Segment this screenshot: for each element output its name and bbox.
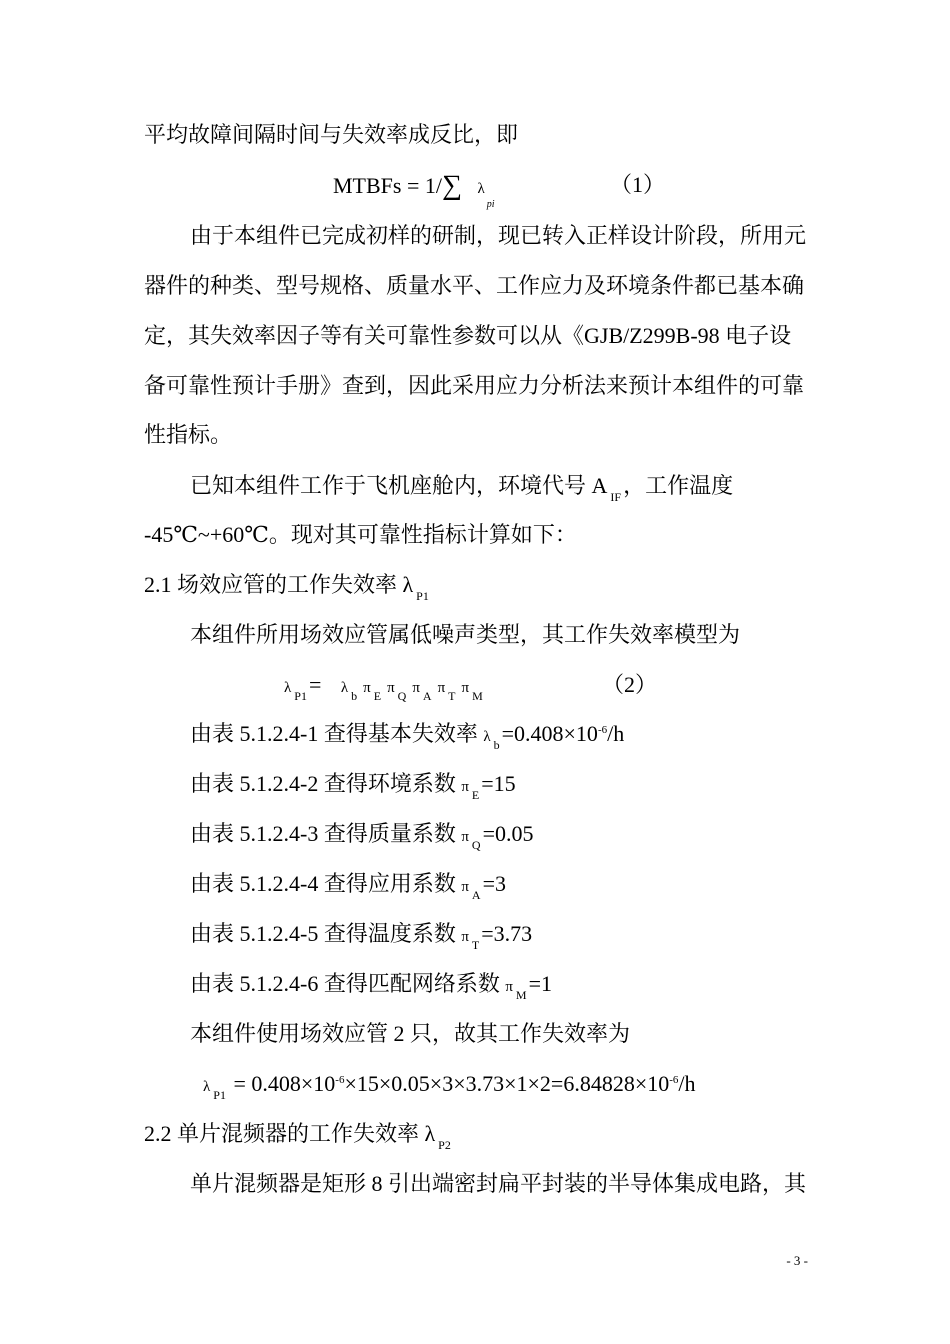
equation-number: （2） (602, 672, 658, 697)
env-subscript: IF (610, 490, 622, 504)
eq2-factor-symbol: π (437, 680, 446, 696)
lambda-symbol: λ (477, 181, 485, 197)
factor-value: =1 (528, 971, 552, 996)
pi-subscript: pi (486, 199, 495, 210)
equation-3 (203, 1070, 696, 1102)
equation-number: （1） (610, 172, 666, 197)
eq2-terms (340, 672, 485, 703)
lookup-text: 由表 5.1.2.4-2 查得环境系数 (190, 771, 462, 796)
paragraph-line: 定，其失效率因子等有关可靠性参数可以从《GJB/Z299B-98 电子设 (144, 323, 792, 348)
lookup-text: 由表 5.1.2.4-4 查得应用系数 (190, 871, 462, 896)
paragraph-line: 备可靠性预计手册》查到，因此采用应力分析法来预计本组件的可靠 (144, 373, 805, 398)
eq3-lambda: λ (203, 1079, 211, 1095)
lookup-line (190, 920, 532, 952)
eq2-factor-subscript: Q (397, 689, 407, 703)
eq2-factor-symbol: π (387, 680, 395, 696)
lookup-line (190, 720, 624, 752)
factor-symbol: π (461, 879, 469, 895)
eq2-factor-subscript: b (351, 689, 358, 703)
factor-value: =15 (481, 771, 516, 796)
value-unit: /h (607, 721, 625, 746)
lookup-line (190, 770, 516, 802)
env-prefix: 已知本组件工作于飞机座舱内，环境代号 A (190, 473, 608, 498)
section-2-1-intro: 本组件所用场效应管属低噪声类型，其工作失效率模型为 (190, 622, 741, 647)
section-2-2-intro: 单片混频器是矩形 8 引出端密封扁平封装的半导体集成电路，其 (190, 1171, 807, 1196)
factor-subscript: b (493, 738, 500, 752)
eq3-exponent: -6 (335, 1074, 345, 1086)
eq2-factor-subscript: E (373, 689, 382, 703)
section-2-1-heading (144, 571, 431, 602)
section-subscript: P1 (416, 589, 429, 603)
section-2-2-heading (144, 1120, 453, 1151)
paragraph-line: 性指标。 (144, 422, 233, 447)
lookup-text: 由表 5.1.2.4-6 查得匹配网络系数 (190, 971, 506, 996)
eq2-factor-subscript: M (472, 689, 483, 703)
eq3-part: = 0.408×10 (227, 1071, 336, 1096)
eq2-factor-subscript: A (422, 689, 432, 703)
lookup-text: 由表 5.1.2.4-1 查得基本失效率 (190, 721, 484, 746)
factor-symbol: π (461, 929, 469, 945)
eq2-factor-symbol: π (412, 680, 420, 696)
eq2-equals: = (308, 672, 322, 697)
eq2-lambda: λ (284, 680, 292, 696)
temperature-line: -45℃~+60℃。现对其可靠性指标计算如下： (144, 522, 577, 547)
factor-value: =3.73 (481, 921, 533, 946)
eq3-exponent: -6 (669, 1074, 679, 1086)
eq2-lhs-sub: P1 (294, 689, 307, 703)
intro-line: 平均故障间隔时间与失效率成反比，即 (144, 122, 519, 147)
eq3-part: ×15×0.05×3×3.73×1×2=6.84828×10 (344, 1071, 670, 1096)
factor-symbol: π (461, 779, 469, 795)
eq1-lhs: MTBFs = 1/ (333, 173, 442, 198)
factor-value: =0.408×10 (501, 721, 598, 746)
eq2-factor-symbol: λ (340, 680, 349, 696)
value-exponent: -6 (597, 724, 608, 736)
equation-2 (284, 671, 658, 703)
lookup-line (190, 820, 534, 852)
section-title: 2.1 场效应管的工作失效率 λ (144, 572, 414, 597)
lookup-text: 由表 5.1.2.4-5 查得温度系数 (190, 921, 462, 946)
page-number: - 3 - (786, 1253, 808, 1268)
factor-subscript: Q (471, 838, 481, 852)
factor-symbol: π (461, 829, 469, 845)
eq2-factor-subscript: T (448, 689, 456, 703)
sigma-symbol: ∑ (442, 170, 462, 201)
factor-symbol: λ (483, 729, 491, 745)
paragraph-line: 器件的种类、型号规格、质量水平、工作应力及环境条件都已基本确 (144, 273, 805, 298)
factor-subscript: E (471, 788, 480, 802)
section-subscript: P2 (438, 1138, 451, 1152)
environment-line (190, 472, 733, 503)
eq2-factor-symbol: π (363, 680, 371, 696)
eq2-factor-symbol: π (461, 680, 470, 696)
factor-value: =0.05 (482, 821, 534, 846)
section-title: 2.2 单片混频器的工作失效率 λ (144, 1121, 436, 1146)
factor-subscript: M (515, 988, 527, 1002)
eq3-unit: /h (678, 1071, 696, 1096)
factor-symbol: π (505, 979, 513, 995)
factor-subscript: A (471, 888, 481, 902)
lookup-line (190, 970, 552, 1002)
paragraph-line: 由于本组件已完成初样的研制，现已转入正样设计阶段，所用元 (190, 223, 807, 248)
lookup-text: 由表 5.1.2.4-3 查得质量系数 (190, 821, 462, 846)
env-suffix: ，工作温度 (623, 473, 734, 498)
lookup-line (190, 870, 506, 902)
usage-line: 本组件使用场效应管 2 只，故其工作失效率为 (190, 1021, 631, 1046)
factor-subscript: T (471, 938, 480, 952)
factor-value: =3 (482, 871, 506, 896)
eq3-subscript: P1 (213, 1088, 226, 1102)
equation-1 (333, 170, 666, 210)
